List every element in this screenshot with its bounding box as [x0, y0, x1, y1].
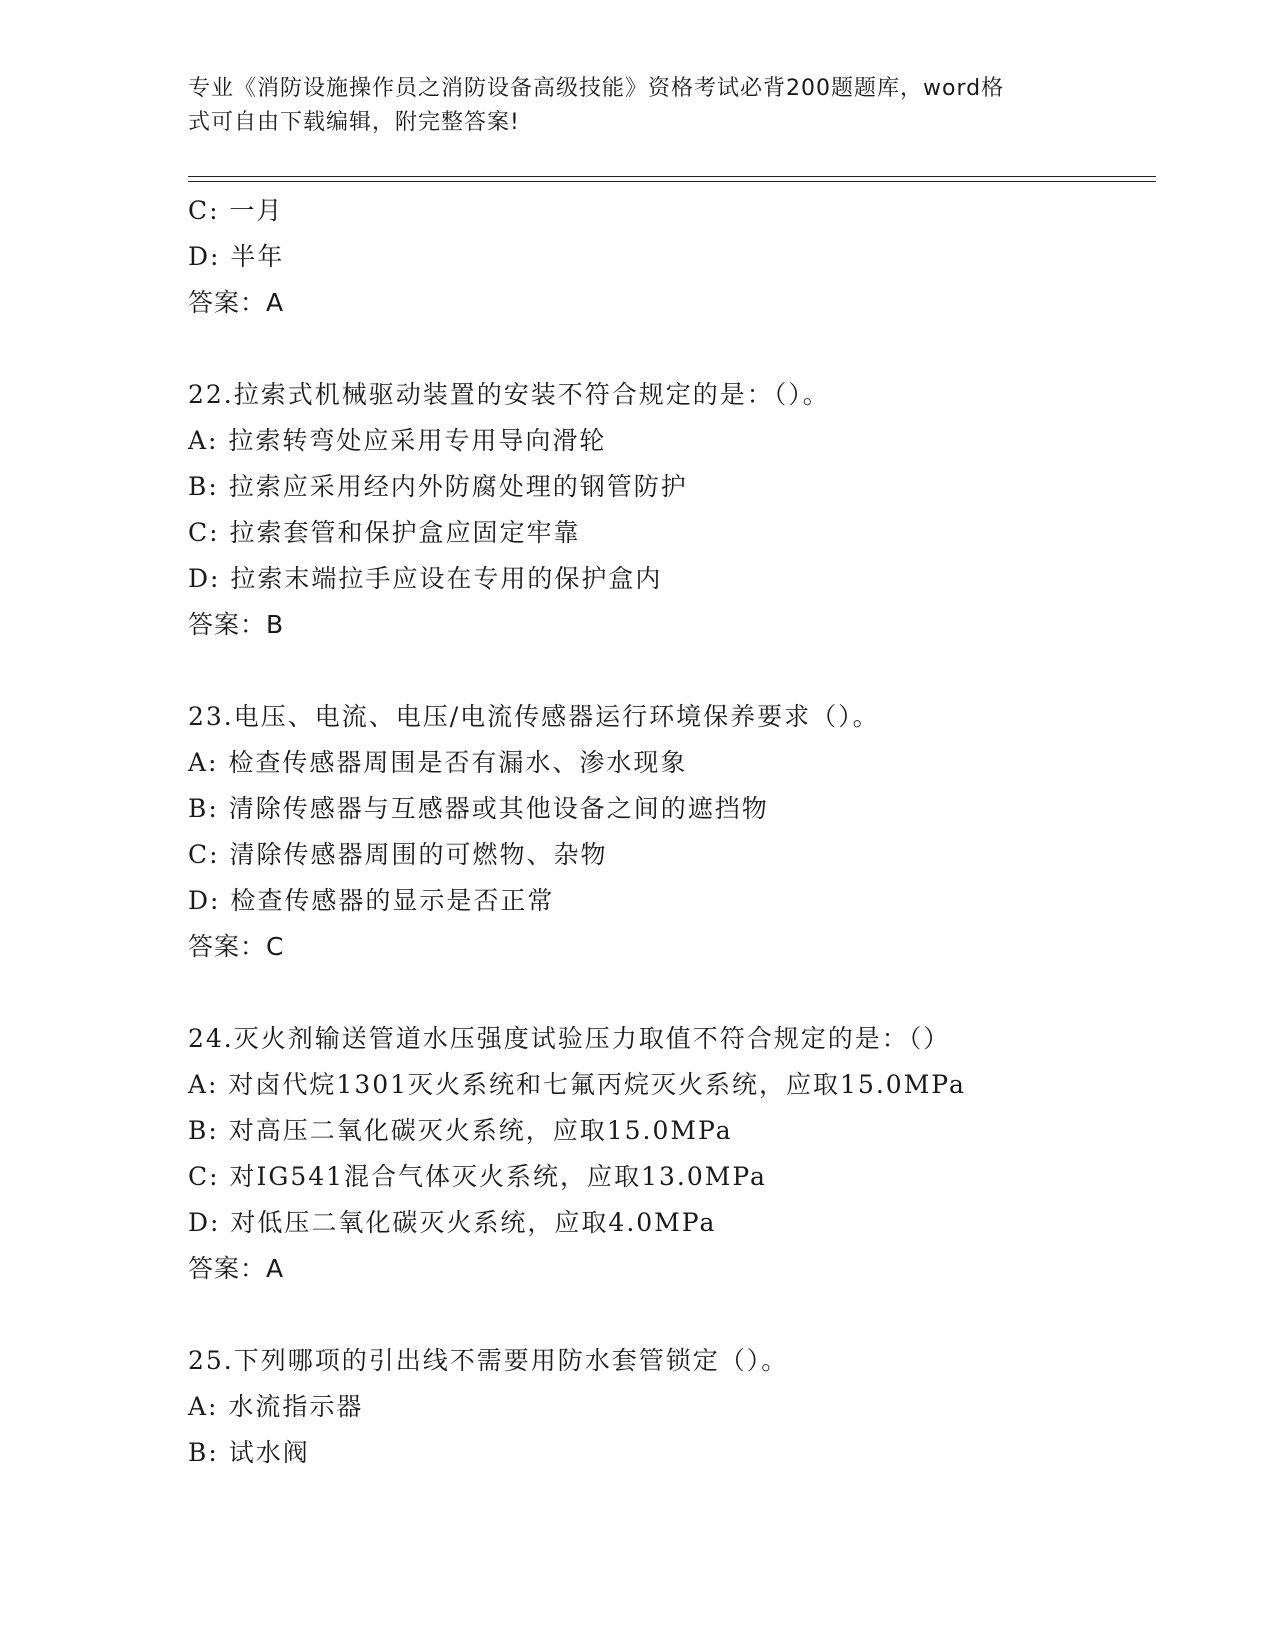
option-b: B: 拉索应采用经内外防腐处理的钢管防护 — [188, 472, 688, 501]
option-c: C: 清除传感器周围的可燃物、杂物 — [188, 840, 608, 869]
option-a: A: 检查传感器周围是否有漏水、渗水现象 — [188, 748, 688, 777]
option-a: A: 对卤代烷1301灭火系统和七氟丙烷灭火系统，应取15.0MPa — [188, 1070, 966, 1099]
header-rule-bottom — [188, 181, 1156, 182]
question-22 — [188, 372, 1148, 648]
option-d: D: 半年 — [188, 242, 285, 271]
question-spacer — [188, 1292, 1148, 1338]
option-a: A: 拉索转弯处应采用专用导向滑轮 — [188, 426, 607, 455]
header-line-1: 专业《消防设施操作员之消防设备高级技能》资格考试必背200题题库，word格 — [188, 76, 1005, 101]
document-header — [188, 72, 1068, 140]
question-stem: 25.下列哪项的引出线不需要用防水套管锁定（）。 — [188, 1346, 789, 1375]
question-spacer — [188, 648, 1148, 694]
header-line-2: 式可自由下载编辑，附完整答案! — [188, 110, 520, 135]
option-c: C: 一月 — [188, 196, 284, 225]
option-b: B: 对高压二氧化碳灭火系统，应取15.0MPa — [188, 1116, 733, 1145]
option-b: B: 清除传感器与互感器或其他设备之间的遮挡物 — [188, 794, 769, 823]
question-stem: 23.电压、电流、电压/电流传感器运行环境保养要求（）。 — [188, 702, 880, 731]
question-24 — [188, 1016, 1148, 1292]
question-list — [188, 188, 1148, 1476]
question-stem: 24.灭火剂输送管道水压强度试验压力取值不符合规定的是：（） — [188, 1024, 951, 1053]
question-21-tail — [188, 188, 1148, 326]
answer-line: 答案：A — [188, 288, 285, 317]
option-d: D: 检查传感器的显示是否正常 — [188, 886, 555, 915]
option-d: D: 拉索末端拉手应设在专用的保护盒内 — [188, 564, 663, 593]
option-c: C: 对IG541混合气体灭火系统，应取13.0MPa — [188, 1162, 767, 1191]
question-spacer — [188, 970, 1148, 1016]
answer-line: 答案：C — [188, 932, 285, 961]
question-spacer — [188, 326, 1148, 372]
answer-line: 答案：A — [188, 1254, 285, 1283]
answer-line: 答案：B — [188, 610, 285, 639]
option-b: B: 试水阀 — [188, 1438, 310, 1467]
question-23 — [188, 694, 1148, 970]
question-25 — [188, 1338, 1148, 1476]
option-a: A: 水流指示器 — [188, 1392, 364, 1421]
question-stem: 22.拉索式机械驱动装置的安装不符合规定的是：（）。 — [188, 380, 830, 409]
header-rule-top — [188, 176, 1156, 177]
option-d: D: 对低压二氧化碳灭火系统，应取4.0MPa — [188, 1208, 717, 1237]
option-c: C: 拉索套管和保护盒应固定牢靠 — [188, 518, 581, 547]
